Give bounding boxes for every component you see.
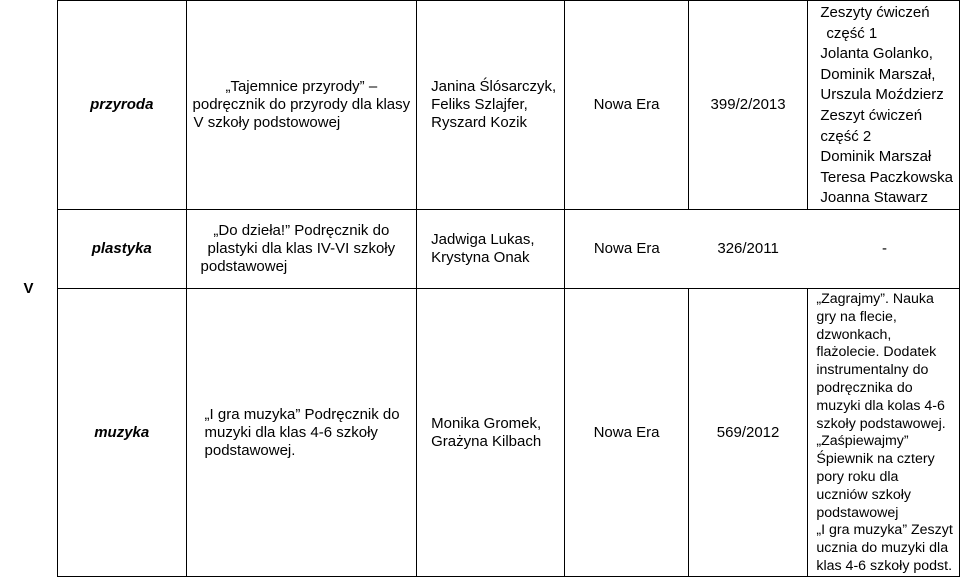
- author-line: Monika Gromek,: [431, 414, 542, 432]
- table-row: [0, 1, 960, 210]
- textbook-cell: [186, 1, 417, 210]
- exercise-line: -: [882, 240, 887, 257]
- publisher-cell: [565, 1, 689, 210]
- exercise-cell: [808, 289, 960, 577]
- textbook-line: plastyki dla klas IV-VI szkoły: [207, 240, 396, 257]
- author-line: Ryszard Kozik: [431, 114, 527, 131]
- textbook-line: „I gra muzyka” Podręcznik do: [204, 405, 400, 423]
- textbook-line: V szkoły podstowowej: [193, 114, 341, 131]
- textbook-line: podstawowej.: [204, 441, 296, 459]
- textbook-line: „Do dzieła!” Podręcznik do: [213, 222, 390, 239]
- approval-number-cell: [688, 210, 808, 289]
- exercise-line: instrumentalny do: [816, 362, 929, 379]
- authors-cell: [417, 289, 565, 577]
- subject-cell: [57, 1, 186, 210]
- table-row: [0, 210, 960, 289]
- exercise-line: Teresa Paczkowska: [820, 168, 953, 186]
- author-line: Grażyna Kilbach: [431, 432, 542, 450]
- exercise-line: gry na flecie,: [816, 308, 897, 325]
- approval-number: 326/2011: [717, 240, 779, 257]
- exercise-line: szkoły podstawowej.: [816, 415, 946, 432]
- exercise-line: uczniów szkoły: [816, 486, 912, 503]
- textbook-line: podręcznik do przyrody dla klasy: [192, 96, 411, 113]
- table-row: [0, 289, 960, 577]
- exercise-line: „I gra muzyka” Zeszyt: [816, 522, 953, 539]
- exercise-line: podstawowej: [816, 504, 899, 521]
- subject-label: muzyka: [94, 423, 150, 441]
- textbook-cell: [186, 289, 417, 577]
- textbook-line: muzyki dla klas 4-6 szkoły: [204, 423, 378, 441]
- exercise-line: klas 4-6 szkoły podst.: [816, 557, 953, 574]
- exercise-line: pory roku dla: [816, 468, 899, 485]
- exercise-line: Zeszyt ćwiczeń: [820, 106, 923, 124]
- grade-cell: [0, 1, 57, 577]
- exercise-cell: [808, 1, 960, 210]
- exercise-line: część 2: [820, 127, 872, 145]
- publisher-label: Nowa Era: [593, 96, 660, 113]
- author-line: Krystyna Onak: [431, 249, 530, 266]
- approval-number: 399/2/2013: [710, 96, 786, 113]
- exercise-cell: [808, 210, 960, 289]
- textbook-line: podstawowej: [200, 258, 288, 275]
- publisher-cell: [565, 210, 689, 289]
- exercise-line: Joanna Stawarz: [820, 189, 928, 207]
- publisher-label: Nowa Era: [593, 423, 660, 441]
- authors-cell: [417, 210, 565, 289]
- exercise-line: Zeszyty ćwiczeń: [820, 4, 930, 21]
- exercise-line: Dominik Marszał,: [820, 65, 936, 83]
- exercise-line: Jolanta Golanko,: [820, 45, 933, 63]
- approval-number: 569/2012: [716, 423, 780, 441]
- exercise-line: ucznia do muzyki dla: [816, 540, 949, 557]
- textbook-line: „Tajemnice przyrody” –: [225, 78, 378, 95]
- subject-cell: [57, 289, 186, 577]
- author-line: Janina Ślósarczyk,: [431, 78, 557, 95]
- authors-cell: [417, 1, 565, 210]
- publisher-label: Nowa Era: [593, 240, 660, 257]
- exercise-line: Dominik Marszał: [820, 148, 932, 166]
- subject-label: przyroda: [90, 96, 154, 113]
- textbook-cell: [186, 210, 417, 289]
- approval-number-cell: [688, 1, 808, 210]
- author-line: Feliks Szlajfer,: [431, 96, 528, 113]
- exercise-line: część 1: [826, 24, 878, 42]
- exercise-line: Śpiewnik na cztery: [816, 451, 935, 468]
- approval-number-cell: [688, 289, 808, 577]
- grade-label: V: [23, 279, 34, 297]
- exercise-line: „Zagrajmy”. Nauka: [816, 291, 934, 307]
- publisher-cell: [565, 289, 689, 577]
- exercise-line: „Zaśpiewajmy”: [816, 433, 909, 450]
- subject-cell: [57, 210, 186, 289]
- exercise-line: flażolecie. Dodatek: [816, 344, 937, 361]
- exercise-line: muzyki dla kolas 4-6: [816, 397, 945, 414]
- exercise-line: Urszula Moździerz: [820, 86, 944, 104]
- author-line: Jadwiga Lukas,: [431, 231, 535, 248]
- subject-label: plastyka: [91, 240, 152, 257]
- exercise-line: podręcznika do: [816, 379, 913, 396]
- exercise-line: dzwonkach,: [816, 326, 892, 343]
